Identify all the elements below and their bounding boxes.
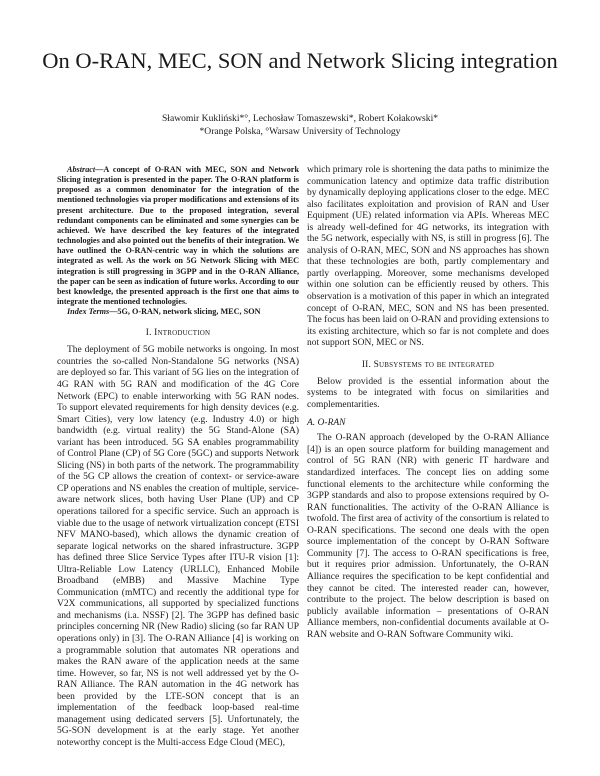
author-block [40, 113, 560, 138]
section2-paragraph: Below provided is the essential information about the systems to be integrated with focus on similarities and complementarities. [307, 376, 549, 410]
abstract-text: —A concept of O-RAN with MEC, SON and Network Slicing integration is presented in the paper. The O-RAN platform is proposed as a common denominator for the integration of the mentioned technologies via proper modifications and extensions of its present architecture. Due to the proposed integration, several redundant components can be eliminated and some synergies can be achieved. We have described the key features of the integrated technologies and also pointed out the benefits of their integration. We have outlined the O-RAN-centric way in which the solutions are integrated as well. As the work on 5G Network Slicing with MEC integration is still progressing in 3GPP and in the O-RAN Alliance, the paper can be seen as indication of future works. According to our best knowledge, the presented approach is the first one that aims to integrate the mentioned technologies. [57, 165, 299, 307]
author-names: Sławomir Kukliński*°, Lechosław Tomaszewski*, Robert Kołakowski* [161, 113, 439, 124]
paper-title: On O-RAN, MEC, SON and Network Slicing integration [42, 48, 558, 73]
subsection-heading-oran: A. O-RAN [307, 418, 346, 429]
left-column [57, 165, 299, 749]
index-terms-lead: Index Terms [67, 307, 110, 317]
index-terms-text: —5G, O-RAN, network slicing, MEC, SON [109, 307, 261, 317]
abstract [57, 165, 299, 307]
index-terms [57, 307, 299, 317]
section-heading-subsystems: II. Subsystems to be integrated [361, 359, 495, 370]
right-column [307, 165, 549, 641]
introduction-paragraph: The deployment of 5G mobile networks is ongoing. In most countries the so-called Non-Standalone 5G networks (NSA) are deployed so far. This variant of 5G lies on the integration of 4G RAN with 5G RAN and modification of the 4G Core Network (EPC) to enable interworking with 5G RAN nodes. To support elevated requirements for high density devices (e.g. Smart Cities), very low latency (e.g. Industry 4.0) or high bandwidth (e.g. virtual reality) the 5G Stand-Alone (SA) variant has been introduced. 5G SA enables programmability of Control Plane (CP) of 5G Core (5GC) and supports Network Slicing (NS) in both parts of the network. The programmability of the 5G CP allows the creation of context- or service-aware CP operations and NS enables the creation of multiple, service-aware network slices, both having User Plane (UP) and CP operations tailored for a specific service. Such an approach is viable due to the usage of network virtualization concept (ETSI NFV MANO-based), which allows the dynamic creation of separate logical networks on the shared infrastructure. 3GPP has defined three Slice Service Types after ITU-R vision [1]: Ultra-Reliable Low Latency (URLLC), Enhanced Mobile Broadband (eMBB) and Massive Machine Type Communication (mMTC) and recently the additional type for V2X communications, all supported by specialized functions and mechanisms (i.a. NSSF) [2]. The 3GPP has defined basic principles concerning NR (New Radio) slicing (so far RAN UP operations only) in [3]. The O-RAN Alliance [4] is working on a programmable solution that automates NR operations and makes the RAN aware of the application needs at the same time. However, so far, NS is not well addressed yet by the O-RAN Alliance. The RAN automation in the 4G network has been provided by the LTE-SON concept that is an implementation of the feedback loop-based real-time management using dedicated servers [5]. Unfortunately, the 5G-SON development is at the early stage. Yet another noteworthy concept is the Multi-access Edge Cloud (MEC), [57, 345, 299, 748]
section-heading-introduction: I. Introduction [145, 328, 211, 339]
oran-paragraph: The O-RAN approach (developed by the O-RAN Alliance [4]) is an open source platform for building management and control of 5G RAN (NR) with generic IT hardware and standardized interfaces. The concept lies on adding some functional elements to the architecture while conforming the 3GPP standards and also to propose extensions required by O-RAN functionalities. The activity of the O-RAN Alliance is twofold. The first area of activity of the consortium is related to O-RAN specifications. The second one deals with the open source implementation of the concept by O-RAN Software Community [7]. The access to O-RAN specifications is free, but it requires prior admission. Unfortunately, the O-RAN Alliance requires the specification to be kept confidential and they cannot be cited. The interested reader can, however, contribute to the project. The below description is based on publicly available information – presentations of O-RAN Alliance members, non-confidential documents available at O-RAN website and O-RAN Software Community wiki. [307, 433, 550, 640]
introduction-paragraph-continued: which primary role is shortening the data paths to minimize the communication latency and optimize data traffic distribution by dynamically deploying applications closer to the edge. MEC also facilitates exploitation and provision of RAN and User Equipment (UE) related information via APIs. Whereas MEC is already well-defined for 4G networks, its integration with the 5G network, especially with NS, is still in progress [6]. The analysis of O-RAN, MEC, SON and NS approaches has shown that these technologies are both, partly complementary and partly overlapping. Moreover, some mechanisms developed within one solution can be efficiently reused by others. This observation is a motivation of this paper in which an integrated concept of O-RAN, MEC, SON and NS has been presented. The focus has been laid on O-RAN and providing extensions to its existing architecture, which so far is not complete and does not support SON, MEC or NS. [307, 165, 549, 349]
author-affiliations: *Orange Polska, °Warsaw University of Technology [199, 125, 401, 137]
abstract-lead: Abstract [67, 165, 96, 174]
